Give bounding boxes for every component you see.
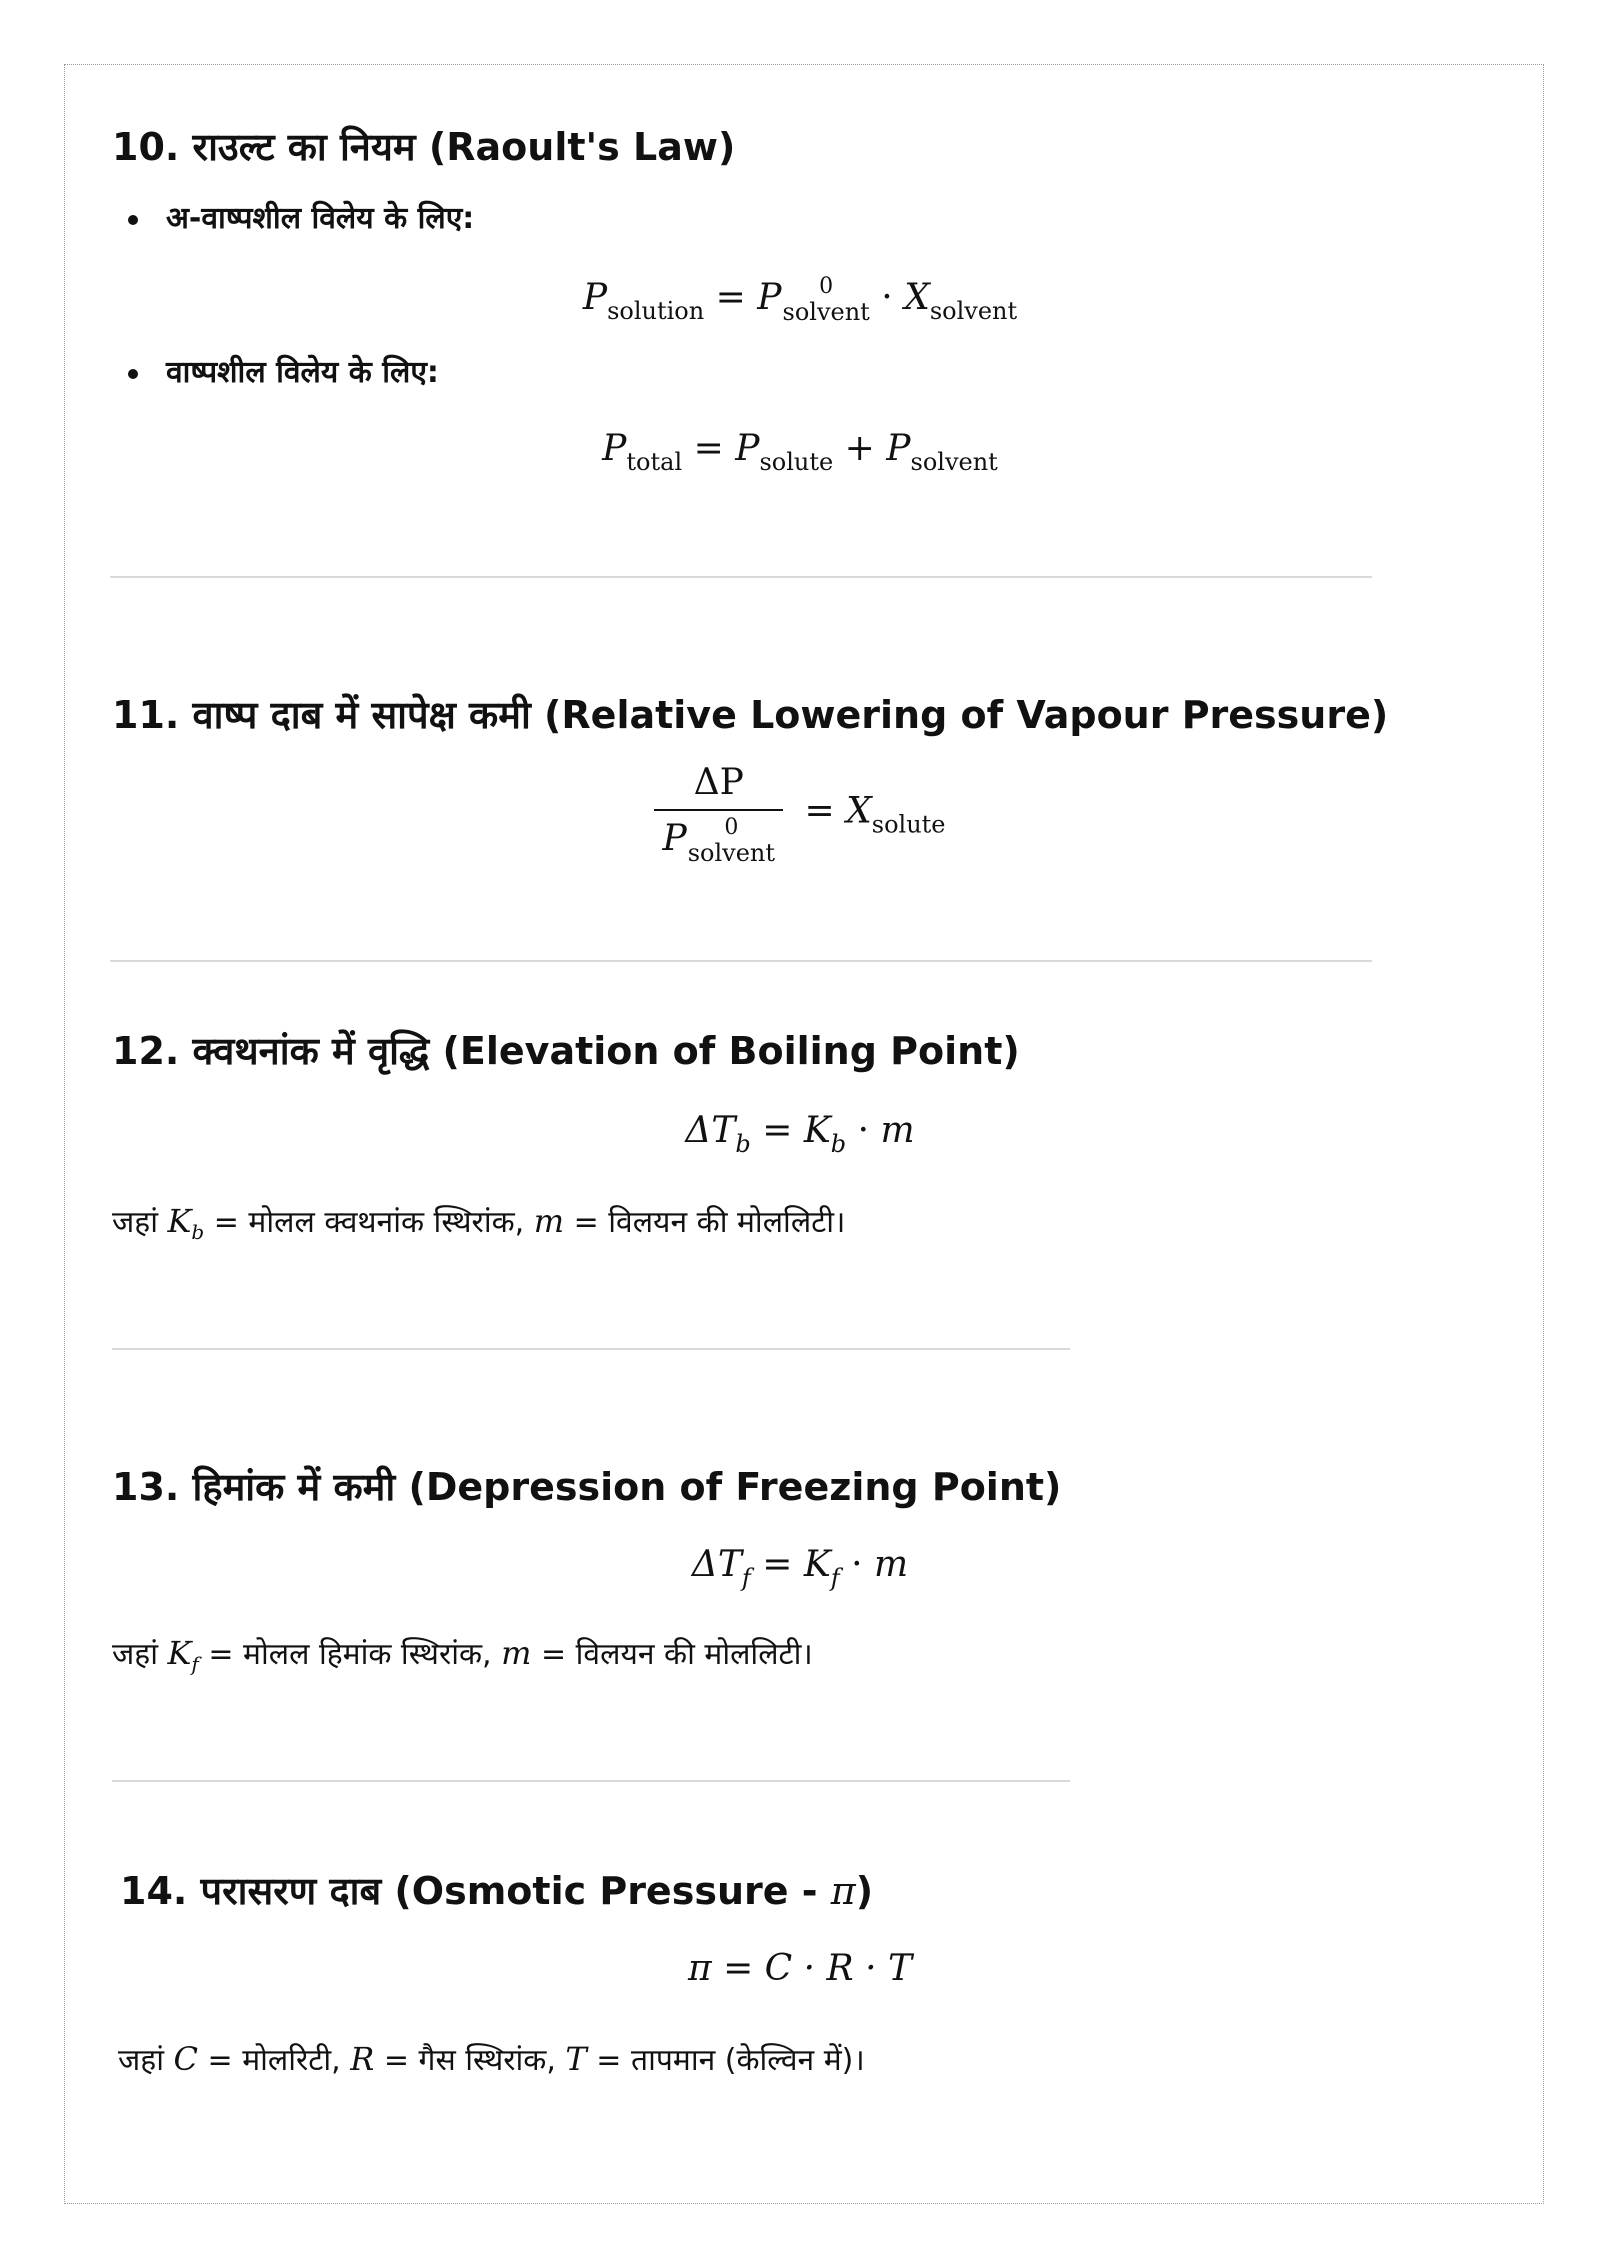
operator: = (693, 428, 724, 469)
operator: = (804, 790, 835, 832)
subscript: solvent (910, 448, 998, 476)
symbol: X (904, 277, 930, 318)
heading-english: (Relative Lowering of Vapour Pressure) (544, 693, 1389, 737)
subscript: solute (759, 448, 834, 476)
symbol: m (533, 1202, 565, 1240)
note-text: = तापमान (केल्विन में)। (586, 2043, 865, 2078)
symbol: R (350, 2040, 375, 2078)
formula-relative-lowering (0, 762, 1600, 865)
symbol: T (565, 2040, 587, 2078)
divider (112, 1348, 1070, 1350)
operator: = (762, 1110, 793, 1151)
formula-raoult-nonvolatile (0, 276, 1600, 325)
note-text: जहां (112, 1205, 168, 1240)
superscript: 0 (819, 274, 834, 299)
formula-freezing-point (0, 1544, 1600, 1592)
note-osmotic-pressure (118, 2038, 865, 2079)
symbol: P (735, 428, 760, 469)
symbol: P (602, 428, 627, 469)
heading-raoults-law (112, 120, 735, 172)
heading-english: (Elevation of Boiling Point) (442, 1029, 1020, 1073)
bullet-volatile-solute (128, 350, 439, 391)
heading-relative-lowering (112, 688, 1388, 740)
formula-boiling-point (0, 1110, 1600, 1158)
symbol: X (846, 790, 872, 832)
operator: = (715, 277, 746, 318)
sup-sub-stack (688, 817, 775, 865)
symbol: m (874, 1544, 909, 1585)
heading-osmotic-pressure (120, 1864, 873, 1916)
formula-raoult-volatile (0, 428, 1600, 476)
denominator (654, 809, 783, 865)
bullet-nonvolatile-solute (128, 196, 474, 237)
note-text: जहां (118, 2043, 174, 2078)
symbol: K (803, 1110, 831, 1151)
heading-hindi: 13. हिमांक में कमी (112, 1465, 396, 1509)
operator: · (851, 1544, 863, 1585)
subscript: f (830, 1564, 840, 1592)
bullet-text: वाष्पशील विलेय के लिए: (166, 355, 439, 390)
subscript: f (741, 1564, 751, 1592)
operator: · (881, 277, 893, 318)
heading-hindi: 12. क्वथनांक में वृद्धि (112, 1029, 430, 1073)
subscript: b (735, 1130, 751, 1158)
subscript: solvent (929, 297, 1018, 325)
bullet-text: अ-वाष्पशील विलेय के लिए: (166, 201, 475, 236)
divider (110, 960, 1372, 962)
symbol: C (173, 2040, 198, 2078)
subscript: b (830, 1130, 847, 1158)
operator: · (857, 1110, 870, 1151)
subscript: b (191, 1220, 205, 1244)
symbol: ΔT (685, 1110, 736, 1151)
note-text: जहां (112, 1637, 168, 1672)
symbol: K (167, 1634, 192, 1672)
heading-english: (Osmotic Pressure - (394, 1869, 831, 1913)
bullet-dot-icon (128, 369, 138, 379)
heading-hindi: 10. राउल्ट का नियम (112, 125, 416, 169)
note-text: = मोलल हिमांक स्थिरांक, (198, 1637, 502, 1672)
subscript: solvent (687, 839, 776, 867)
symbol: P (662, 818, 687, 859)
heading-english: (Depression of Freezing Point) (408, 1465, 1062, 1509)
numerator: ΔP (693, 762, 744, 803)
bullet-dot-icon (128, 215, 138, 225)
subscript: solution (607, 297, 705, 325)
note-text: = गैस स्थिरांक, (374, 2043, 566, 2078)
symbol: ΔT (691, 1544, 742, 1585)
subscript: solvent (782, 298, 870, 326)
superscript: 0 (724, 815, 739, 840)
note-text: = विलयन की मोललिटी। (564, 1205, 846, 1240)
note-text: = मोलल क्वथनांक स्थिरांक, (204, 1205, 534, 1240)
heading-english: (Raoult's Law) (428, 125, 736, 169)
symbol: P (886, 428, 911, 469)
divider (110, 576, 1372, 578)
subscript: f (191, 1652, 199, 1676)
formula-osmotic-pressure (0, 1948, 1600, 1989)
heading-boiling-point (112, 1024, 1020, 1076)
symbol: K (167, 1202, 192, 1240)
symbol: P (757, 277, 782, 318)
sup-sub-stack (783, 276, 870, 324)
symbol: π (830, 1869, 856, 1913)
subscript: solute (871, 810, 946, 839)
note-freezing-point (112, 1632, 813, 1676)
divider (112, 1780, 1070, 1782)
operator: = (762, 1544, 793, 1585)
heading-english: ) (855, 1869, 874, 1913)
heading-hindi: 11. वाष्प दाब में सापेक्ष कमी (112, 693, 531, 737)
note-boiling-point (112, 1200, 845, 1244)
formula-text: π = C · R · T (687, 1948, 913, 1989)
symbol: K (803, 1544, 831, 1585)
symbol: m (501, 1634, 532, 1672)
operator: + (844, 428, 875, 469)
subscript: total (626, 448, 683, 476)
symbol: m (880, 1110, 915, 1151)
note-text: = विलयन की मोललिटी। (531, 1637, 813, 1672)
heading-hindi: 14. परासरण दाब (120, 1869, 382, 1913)
heading-freezing-point (112, 1460, 1061, 1512)
fraction (654, 762, 783, 865)
note-text: = मोलरिटी, (197, 2043, 351, 2078)
symbol: P (582, 277, 608, 318)
